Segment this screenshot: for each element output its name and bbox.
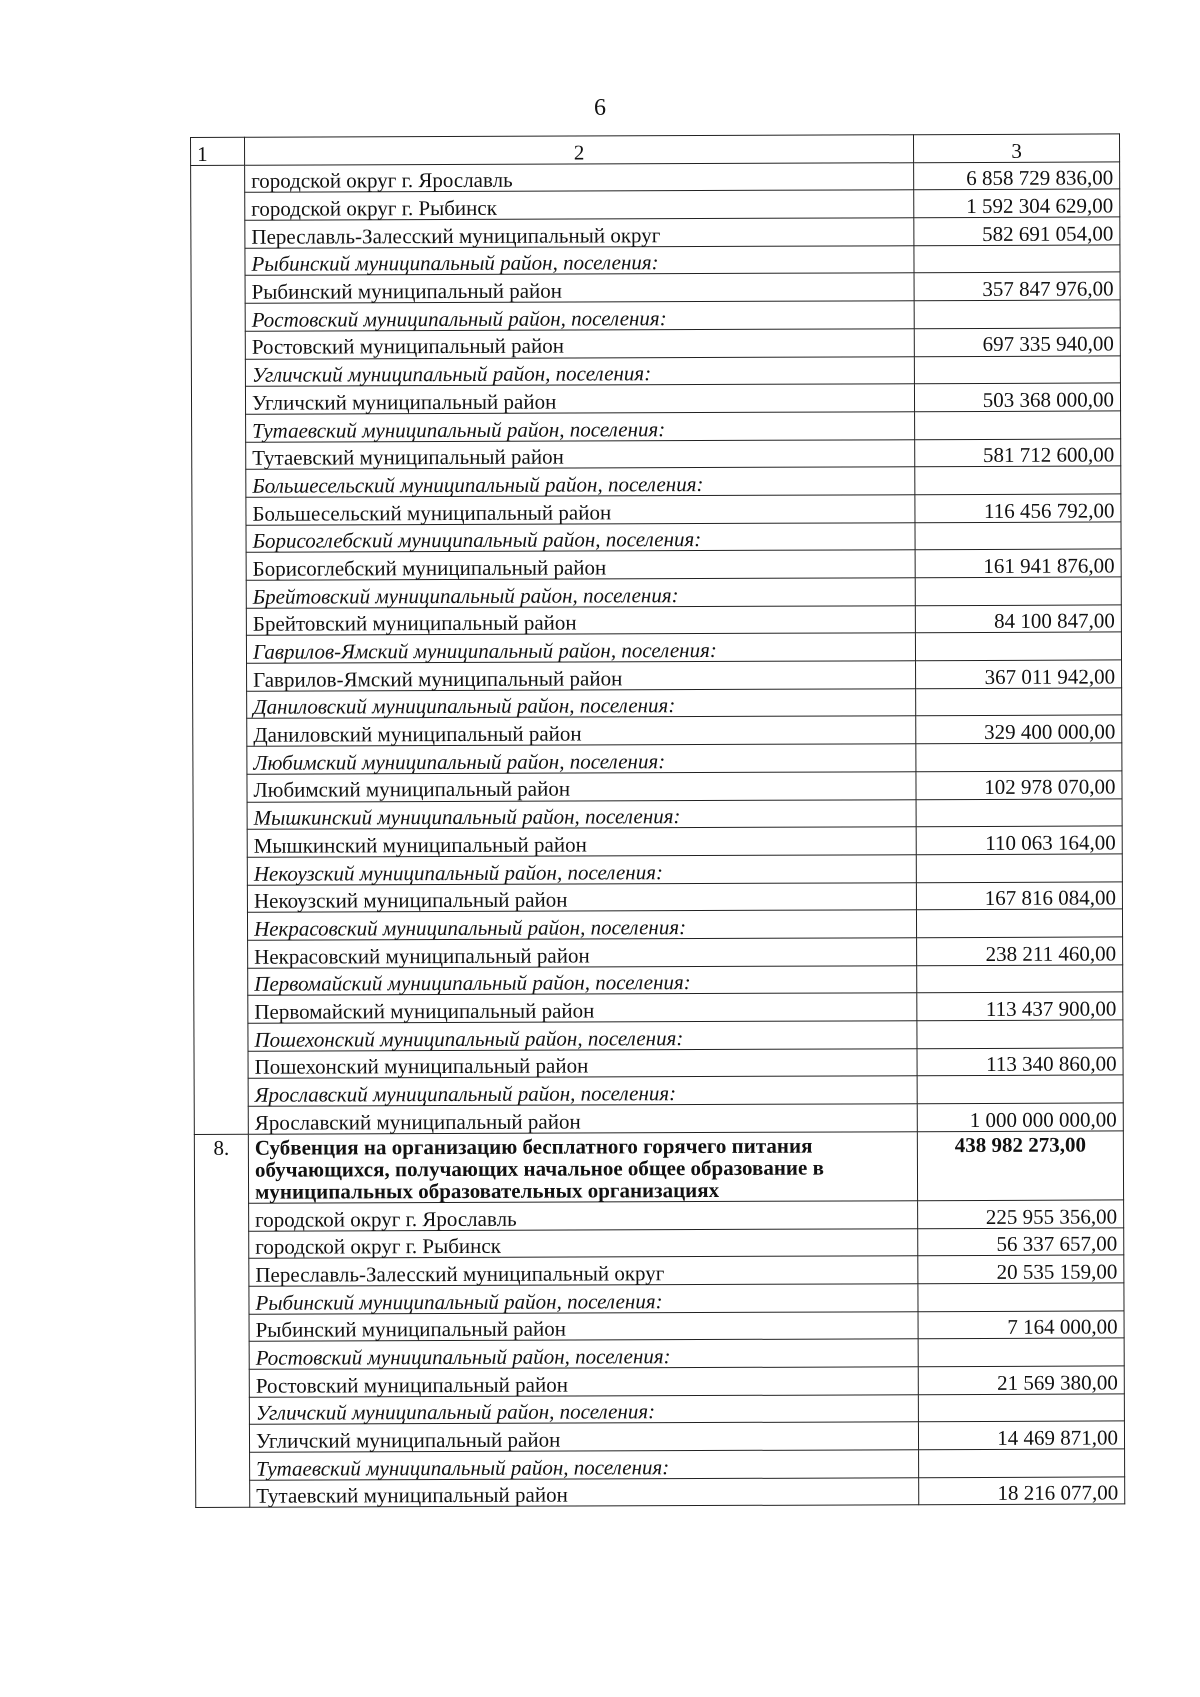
amount-cell [919, 1449, 1125, 1477]
amount-cell [916, 909, 1122, 937]
table-row [193, 715, 1122, 746]
recipient-name: городской округ г. Ярославль [245, 162, 914, 192]
amount-cell: 581 712 600,00 [915, 438, 1121, 466]
recipient-name: Угличский муниципальный район [245, 384, 914, 414]
recipient-name: Мышкинский муниципальный район, поселения: [247, 799, 916, 829]
amount-cell [916, 743, 1122, 771]
recipient-name: Пошехонский муниципальный район [248, 1048, 917, 1078]
amount-cell [917, 1020, 1123, 1048]
settlement-group-row [191, 300, 1120, 331]
subvention-title: Субвенция на организацию бесплатного горячего питания обучающихся, получающих начальное общее образование в муниципальных образовательных организациях [248, 1131, 917, 1203]
recipient-name: Угличский муниципальный район, поселения: [249, 1394, 918, 1424]
page-number: 6 [594, 95, 606, 121]
recipient-name: Даниловский муниципальный район [247, 716, 916, 746]
recipient-name: Рыбинский муниципальный район, поселения: [249, 1284, 918, 1314]
table-row [195, 1228, 1124, 1259]
recipient-name: Первомайский муниципальный район [248, 993, 917, 1023]
table-row [192, 605, 1121, 636]
recipient-name: Большесельский муниципальный район [246, 495, 915, 525]
amount-cell: 697 335 940,00 [914, 328, 1120, 356]
amount-cell: 113 437 900,00 [917, 992, 1123, 1020]
settlement-group-row [194, 1020, 1123, 1051]
header-row [191, 134, 1120, 165]
amount-cell [914, 245, 1120, 273]
table-row [191, 272, 1120, 303]
recipient-name: городской округ г. Рыбинск [249, 1228, 918, 1258]
recipient-name: Тутаевский муниципальный район [250, 1477, 919, 1507]
recipient-name: Тутаевский муниципальный район, поселения: [246, 412, 915, 442]
settlement-group-row [192, 411, 1121, 442]
settlement-group-row [194, 965, 1123, 996]
table-row [194, 937, 1123, 968]
amount-cell [918, 1394, 1124, 1422]
table-row [193, 771, 1122, 802]
subvention-total: 438 982 273,00 [917, 1131, 1123, 1201]
header-col-3: 3 [913, 134, 1119, 162]
settlement-group-row [193, 743, 1122, 774]
recipient-name: Ростовский муниципальный район, поселения: [249, 1339, 918, 1369]
table-row [195, 1200, 1124, 1231]
recipient-name: Первомайский муниципальный район, поселения: [248, 965, 917, 995]
amount-cell: 1 000 000 000,00 [917, 1103, 1123, 1131]
table-row [193, 881, 1122, 912]
recipient-name: Рыбинский муниципальный район [249, 1311, 918, 1341]
table-row [194, 992, 1123, 1023]
recipient-name: Пошехонский муниципальный район, поселения: [248, 1021, 917, 1051]
settlement-group-row [192, 632, 1121, 663]
table-row [195, 1311, 1124, 1342]
recipient-name: городской округ г. Рыбинск [245, 190, 914, 220]
settlement-group-row [193, 854, 1122, 885]
table-row [193, 660, 1122, 691]
amount-cell: 18 216 077,00 [919, 1477, 1125, 1505]
table-row [191, 383, 1120, 414]
amount-cell: 84 100 847,00 [915, 605, 1121, 633]
budget-table [190, 133, 1125, 1508]
amount-cell: 329 400 000,00 [916, 715, 1122, 743]
recipient-name: Ростовский муниципальный район [249, 1367, 918, 1397]
settlement-group-row [195, 1394, 1124, 1425]
recipient-name: Переславль-Залесский муниципальный округ [245, 218, 914, 248]
amount-cell [914, 355, 1120, 383]
amount-cell [915, 577, 1121, 605]
recipient-name: Борисоглебский муниципальный район [246, 550, 915, 580]
amount-cell [916, 798, 1122, 826]
amount-cell: 110 063 164,00 [916, 826, 1122, 854]
settlement-group-row [191, 355, 1120, 386]
settlement-group-row [192, 577, 1121, 608]
amount-cell [916, 688, 1122, 716]
recipient-name: Борисоглебский муниципальный район, поселения: [246, 522, 915, 552]
table-row [191, 328, 1120, 359]
amount-cell: 20 535 159,00 [918, 1255, 1124, 1283]
recipient-name: Любимский муниципальный район, поселения: [247, 744, 916, 774]
table-row [195, 1366, 1124, 1397]
recipient-name: Ярославский муниципальный район [248, 1104, 917, 1134]
recipient-name: Гаврилов-Ямский муниципальный район [247, 661, 916, 691]
recipient-name: Гаврилов-Ямский муниципальный район, поселения: [246, 633, 915, 663]
amount-cell [915, 411, 1121, 439]
recipient-name: Любимский муниципальный район [247, 772, 916, 802]
row-number-cell [191, 165, 249, 1134]
settlement-group-row [193, 909, 1122, 940]
recipient-name: Тутаевский муниципальный район [246, 439, 915, 469]
amount-cell: 225 955 356,00 [918, 1200, 1124, 1228]
amount-cell: 116 456 792,00 [915, 494, 1121, 522]
amount-cell: 357 847 976,00 [914, 272, 1120, 300]
header-col-2: 2 [245, 135, 914, 165]
amount-cell: 7 164 000,00 [918, 1311, 1124, 1339]
amount-cell [915, 522, 1121, 550]
amount-cell [918, 1283, 1124, 1311]
settlement-group-row [194, 1075, 1123, 1106]
settlement-group-row [196, 1449, 1125, 1480]
recipient-name: Ростовский муниципальный район, поселения: [245, 301, 914, 331]
amount-cell: 1 592 304 629,00 [914, 189, 1120, 217]
recipient-name: городской округ г. Ярославль [249, 1201, 918, 1231]
recipient-name: Даниловский муниципальный район, поселения: [247, 688, 916, 718]
recipient-name: Некоузский муниципальный район [247, 882, 916, 912]
recipient-name: Брейтовский муниципальный район [246, 605, 915, 635]
table-row [191, 189, 1120, 220]
recipient-name: Угличский муниципальный район [249, 1422, 918, 1452]
amount-cell: 56 337 657,00 [918, 1228, 1124, 1256]
table-row [194, 1048, 1123, 1079]
amount-cell [918, 1338, 1124, 1366]
table-row [195, 1255, 1124, 1286]
table-row [194, 1103, 1123, 1134]
table-row [196, 1477, 1125, 1508]
settlement-group-row [193, 688, 1122, 719]
table-row [191, 162, 1120, 193]
amount-cell [914, 300, 1120, 328]
recipient-name: Большесельский муниципальный район, поселения: [246, 467, 915, 497]
settlement-group-row [191, 245, 1120, 276]
recipient-name: Рыбинский муниципальный район [245, 273, 914, 303]
amount-cell: 14 469 871,00 [918, 1421, 1124, 1449]
header-col-1: 1 [191, 137, 245, 165]
amount-cell: 21 569 380,00 [918, 1366, 1124, 1394]
table-row [192, 438, 1121, 469]
settlement-group-row [193, 798, 1122, 829]
budget-table-body [191, 134, 1125, 1508]
amount-cell: 113 340 860,00 [917, 1048, 1123, 1076]
subvention-number: 8. [194, 1134, 249, 1508]
table-row [195, 1421, 1124, 1452]
recipient-name: Рыбинский муниципальный район, поселения: [245, 245, 914, 275]
amount-cell: 161 941 876,00 [915, 549, 1121, 577]
settlement-group-row [192, 466, 1121, 497]
table-row [192, 549, 1121, 580]
amount-cell: 582 691 054,00 [914, 217, 1120, 245]
amount-cell: 238 211 460,00 [917, 937, 1123, 965]
table-row [193, 826, 1122, 857]
amount-cell: 367 011 942,00 [916, 660, 1122, 688]
settlement-group-row [195, 1338, 1124, 1369]
recipient-name: Некрасовский муниципальный район, поселения: [247, 910, 916, 940]
recipient-name: Мышкинский муниципальный район [247, 827, 916, 857]
recipient-name: Некрасовский муниципальный район [248, 938, 917, 968]
amount-cell [916, 854, 1122, 882]
recipient-name: Брейтовский муниципальный район, поселения: [246, 578, 915, 608]
amount-cell [917, 1075, 1123, 1103]
recipient-name: Ярославский муниципальный район, поселения: [248, 1076, 917, 1106]
recipient-name: Угличский муниципальный район, поселения: [245, 356, 914, 386]
amount-cell [915, 632, 1121, 660]
amount-cell: 167 816 084,00 [916, 881, 1122, 909]
table-row [192, 494, 1121, 525]
amount-cell: 102 978 070,00 [916, 771, 1122, 799]
amount-cell [915, 466, 1121, 494]
recipient-name: Некоузский муниципальный район, поселения: [247, 855, 916, 885]
recipient-name: Ростовский муниципальный район [245, 329, 914, 359]
amount-cell [917, 965, 1123, 993]
amount-cell: 503 368 000,00 [914, 383, 1120, 411]
amount-cell: 6 858 729 836,00 [914, 162, 1120, 190]
settlement-group-row [192, 522, 1121, 553]
subvention-row [194, 1131, 1123, 1204]
settlement-group-row [195, 1283, 1124, 1314]
recipient-name: Переславль-Залесский муниципальный округ [249, 1256, 918, 1286]
recipient-name: Тутаевский муниципальный район, поселения: [250, 1450, 919, 1480]
table-row [191, 217, 1120, 248]
